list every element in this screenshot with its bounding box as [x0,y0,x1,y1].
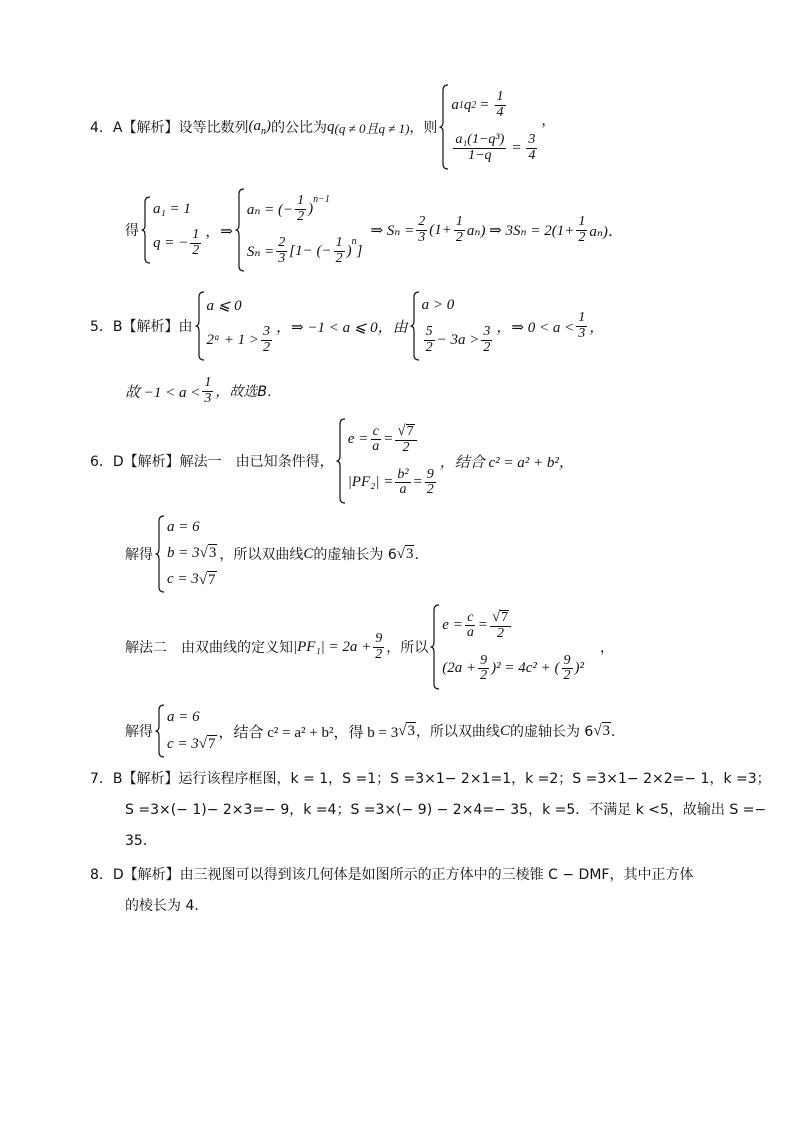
p7-line3: 35． [125,833,157,849]
p6-s2-line3: c = 3 √ 7 [167,571,216,588]
p6-line2 [125,514,428,594]
p5-mid2: ，⇒ 0 < a < $\frac{1}{3}$ ， [496,309,605,341]
p6-system4 [155,704,217,758]
p5-s2-line2: $\frac{5}{2}$ − 3a > $\frac{3}{2}$ [425,323,491,355]
p6-m2-label: 解法二 由双曲线的定义知 [125,640,293,656]
p4-sys1-line2: $\frac{\text{a₁(1−q³)}}{1-q}$ = $\frac{3}{4}$ [455,132,536,163]
brace [235,188,245,272]
p4-sys2-line2: q = − $\frac{1}{2}$ [153,227,200,259]
p6-s4-tail: ，结合 c² = a² + b²，得 b = 3 √ 3 ，所以双曲线 C 的虚轴长为 6 √ 3 ． [218,722,626,741]
p5-s1-line2: 2ᵃ + 1 > $\frac{3}{2}$ [206,324,270,356]
p4-line2 [125,188,623,272]
p8-line1: 8．D【解析】由三视图可以得到该几何体是如图所示的正方体中的三棱锥 C − DMF，其中正方体 [90,867,694,883]
p6-s2-line2: b = 3 √ 3 [167,544,217,562]
p6-s2-line1: a = 6 [167,519,200,536]
brace-shape [430,604,440,690]
p4-label: 4．A【解析】设等比数列 [90,120,249,136]
p4-then: ，则 [409,120,438,136]
p6-s3-line2: (2a + $\frac{9}{2}$ )² = 4c² + ( $\frac{9}{2}$ )² [442,652,585,684]
p6-m2-so: ，所以 [386,640,429,656]
p6-line1 [90,418,574,504]
p6-jiede2: 解得 [125,724,153,740]
p6-combine: ，结合 c² = a² + b²， [439,454,574,471]
p5-mid1: ，⇒ −1 < a ⩽ 0，由 [276,319,408,336]
p6-s3-line1: e = $\frac{c}{a}$ = √ 7 2 [442,610,584,641]
brace-shape [155,704,165,758]
brace-shape [410,291,420,361]
p4-sys3-line1: aₙ = (− $\frac{1}{2}$ ) $^{n-1}$ [246,192,330,224]
p5-line1 [90,290,604,362]
brace [430,604,440,690]
p6-line3 [125,604,614,690]
p6-s4-line1: a = 6 [167,708,200,725]
brace [336,418,346,504]
p7-line1: 7．B【解析】运行该程序框图，k = 1，S =1；S =3×1− 2×1=1，k =2；S =3×1− 2×2=− 1，k =3； [90,771,771,787]
p6-jiede: 解得 [125,547,153,563]
p6-system1 [336,418,438,504]
p5-system1 [195,291,274,361]
p6-s1-line2: |PF₂| = $\frac{\text{b²}}{a}$ = $\frac{9}{2}$ [347,466,434,498]
p5-s1-line1: a ⩽ 0 [206,298,242,315]
brace [195,291,205,361]
p5-s2-line1: a > 0 [421,296,455,313]
p4-arrow1: ，⇒ [205,223,233,240]
p4-tail: ⇒ Sₙ = $\frac{2}{3}$ (1+ $\frac{1}{2}$ aₙ) ⇒ 3Sₙ = 2(1+ $\frac{1}{2}$ aₙ)． [370,213,623,245]
brace-shape [235,188,245,272]
p4-line1 [90,82,555,172]
p4-system2 [141,196,203,264]
p5-line2 [125,370,281,412]
p6-s4-line2: c = 3 √ 7 [167,735,216,753]
brace [141,196,151,264]
p6-system2 [155,515,217,593]
p6-s2-tail: ，所以双曲线 C 的虚轴长为 6 √ 3 ． [219,545,429,563]
p4-system3 [235,188,363,272]
p4-sys3-line2: Sₙ = $\frac{2}{3}$ [1− (− $\frac{1}{2}$ ) $^n$ ] [246,234,363,266]
brace [155,704,165,758]
p6-line4 [125,703,625,759]
p5-system2 [410,291,495,361]
brace-shape [141,196,151,264]
p4-cond: (q ≠ 0且q ≠ 1) [334,120,410,136]
brace-shape [336,418,346,504]
brace-shape [155,515,165,593]
p4-de: 得 [125,223,139,239]
p4-comma: ， [541,113,556,129]
p7-line2: S =3×(− 1)− 2×3=− 9，k =4；S =3×(− 9) − 2×4=− 35，k =5．不满足 k <5，故输出 S =− [125,802,767,818]
brace-shape [195,291,205,361]
p6-label: 6．D【解析】解法一 由已知条件得， [90,454,334,470]
p4-system1 [439,84,539,170]
brace [410,291,420,361]
brace [155,515,165,593]
p6-m2-pf: |PF₁| = 2a + $\frac{9}{2}$ [293,630,383,662]
p4-ratio-text: 的公比为 [270,120,327,136]
p5-conclusion: 故 −1 < a < $\frac{1}{3}$ ，故选B． [125,374,281,406]
p4-sys1-line1: a 1 q 2 = $\frac{1}{4}$ [451,89,504,120]
p5-label: 5．B【解析】由 [90,319,193,335]
p6-system3 [430,604,584,690]
brace [439,84,449,170]
p4-sys2-line1: a₁ = 1 [153,201,191,218]
p4-an: $(a_n)$ [248,117,271,137]
p8-line2: 的棱长为 4． [125,898,209,914]
p6-s3-comma: ， [600,640,615,656]
p4-q: q [326,118,335,135]
p6-s1-line1: e = $\frac{c}{a}$ = √ 7 2 [348,424,438,455]
brace-shape [439,84,449,170]
